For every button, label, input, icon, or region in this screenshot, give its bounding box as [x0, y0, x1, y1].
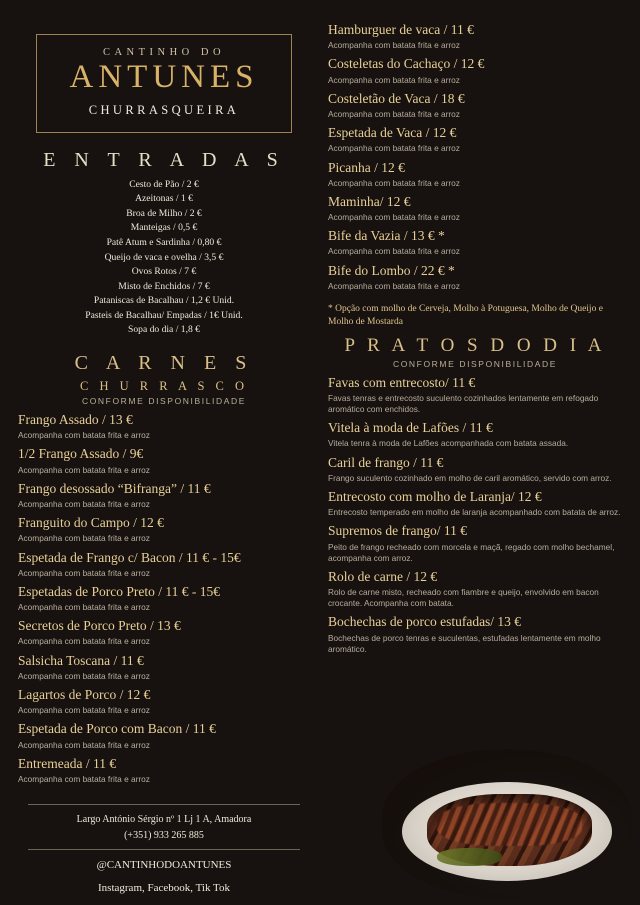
menu-item-desc: Rolo de carne misto, recheado com fiambre e queijo, envolvido em bacon crocante. Acompanha com batata. [328, 587, 599, 609]
menu-item [18, 515, 310, 544]
menu-item-name: Vitela à moda de Lafões / 11 € [328, 420, 493, 436]
menu-item-desc: Entrecosto temperado em molho de laranja acompanhado com batata de arroz. [328, 507, 621, 518]
list-item: Patê Atum e Sardinha / 0,80 € [106, 236, 222, 248]
menu-item-desc: Acompanha com batata frita e arroz [328, 280, 460, 291]
menu-item-name: 1/2 Frango Assado / 9€ [18, 446, 144, 462]
list-item: Cesto de Pão / 2 € [129, 178, 199, 190]
menu-item-desc: Acompanha com batata frita e arroz [328, 40, 460, 51]
footer-phone: (+351) 933 265 885 [124, 829, 204, 841]
menu-item-desc: Acompanha com batata frita e arroz [328, 177, 460, 188]
menu-item [18, 653, 310, 682]
menu-item-name: Bife do Lombo / 22 € * [328, 262, 455, 278]
entradas-heading: E N T R A D A S [43, 148, 285, 171]
menu-item-name: Favas com entrecosto/ 11 € [328, 374, 476, 390]
entradas-list [18, 178, 310, 338]
list-item: Misto de Enchidos / 7 € [118, 280, 210, 292]
menu-item-desc: Acompanha com batata frita e arroz [18, 430, 150, 441]
menu-item-name: Espetada de Vaca / 12 € [328, 125, 457, 141]
menu-item [328, 523, 622, 564]
menu-item-name: Lagartos de Porco / 12 € [18, 687, 151, 702]
menu-item [328, 56, 622, 85]
menu-item-desc: Acompanha com batata frita e arroz [328, 143, 460, 154]
churrasco-subheading: C H U R R A S C O [79, 379, 249, 393]
menu-item-desc: Acompanha com batata frita e arroz [18, 533, 150, 544]
menu-item [328, 22, 622, 51]
list-item: Sopa do dia / 1,8 € [128, 324, 200, 336]
menu-item-desc: Acompanha com batata frita e arroz [18, 670, 150, 681]
list-item: Ovos Rotos / 7 € [131, 266, 197, 278]
menu-item [328, 228, 622, 257]
menu-item [18, 618, 310, 647]
list-item: Pataniscas de Bacalhau / 1,2 € Unid. [93, 295, 235, 307]
list-item: Manteigas / 0,5 € [130, 222, 198, 234]
menu-item-name: Entrecosto com molho de Laranja/ 12 € [328, 488, 542, 504]
menu-item-desc: Acompanha com batata frita e arroz [18, 773, 150, 784]
menu-item-name: Maminha/ 12 € [328, 193, 411, 209]
pratos-do-dia-heading: P R A T O S D O D I A [344, 334, 606, 356]
pratos-do-dia-list [328, 375, 622, 660]
menu-item-name: Secretos de Porco Preto / 13 € [18, 618, 181, 634]
menu-item-name: Espetada de Frango c/ Bacon / 11 € - 15€ [18, 549, 241, 565]
menu-item-name: Espetadas de Porco Preto / 11 € - 15€ [18, 583, 220, 599]
carnes-availability-note: CONFORME DISPONIBILIDADE [81, 396, 247, 406]
menu-item-name: Supremos de frango/ 11 € [328, 523, 467, 539]
footer [18, 790, 310, 896]
logo-name: ANTUNES [69, 59, 259, 95]
menu-item [18, 721, 310, 750]
menu-item-desc: Acompanha com batata frita e arroz [18, 498, 150, 509]
list-item: Pasteis de Bacalhau/ Empadas / 1€ Unid. [85, 309, 243, 321]
menu-item [328, 160, 622, 189]
carnes-heading: C A R N E S [74, 352, 254, 374]
list-item: Broa de Milho / 2 € [126, 207, 202, 219]
menu-item-desc: Peito de frango recheado com morcela e maçã, regado com molho bechamel, acompanha com arroz. [328, 541, 615, 563]
menu-item-name: Frango desossado “Bifranga” / 11 € [18, 480, 211, 496]
menu-item [328, 375, 622, 416]
menu-item-desc: Acompanha com batata frita e arroz [328, 212, 460, 223]
menu-item-desc: Acompanha com batata frita e arroz [328, 74, 460, 85]
menu-item-name: Costeletas do Cachaço / 12 € [328, 56, 485, 72]
menu-item-desc: Acompanha com batata frita e arroz [328, 108, 460, 119]
footer-instagram-handle[interactable]: @CANTINHODOANTUNES [96, 859, 232, 872]
menu-item [328, 263, 622, 292]
menu-item [328, 420, 622, 449]
menu-item [328, 489, 622, 518]
garnish-shape [437, 848, 502, 866]
menu-item-desc: Vitela tenra à moda de Lafões acompanhada com batata assada. [328, 438, 569, 449]
menu-item-desc: Bochechas de porco tenras e suculentas, estufadas lentamente em molho aromático. [328, 632, 601, 654]
menu-item [18, 446, 310, 475]
menu-item [18, 481, 310, 510]
menu-item-name: Bife da Vazia / 13 € * [328, 228, 445, 244]
menu-item [328, 455, 622, 484]
menu-item-name: Bochechas de porco estufadas/ 13 € [328, 614, 522, 630]
list-item: Azeitonas / 1 € [135, 193, 193, 205]
footer-socials[interactable]: Instagram, Facebook, Tik Tok [98, 881, 230, 894]
menu-item-desc: Acompanha com batata frita e arroz [328, 246, 460, 257]
logo-top-text: CANTINHO DO [102, 47, 226, 58]
menu-item [328, 614, 622, 655]
footer-address: Largo António Sérgio nº 1 Lj 1 A, Amadora [76, 814, 252, 826]
menu-item-name: Entremeada / 11 € [18, 755, 117, 771]
menu-item [328, 194, 622, 223]
menu-item-desc: Acompanha com batata frita e arroz [18, 567, 150, 578]
sauces-footnote: * Opção com molho de Cerveja, Molho à Potuguesa, Molho de Queijo e Molho de Mostarda [328, 304, 603, 327]
menu-item-name: Espetada de Porco com Bacon / 11 € [18, 721, 216, 737]
menu-item-name: Costeletão de Vaca / 18 € [328, 90, 465, 106]
menu-item-name: Caril de frango / 11 € [328, 454, 444, 470]
logo-subtitle: CHURRASQUEIRA [88, 102, 240, 117]
menu-item [18, 584, 310, 613]
menu-item-desc: Acompanha com batata frita e arroz [18, 464, 150, 475]
left-column [18, 22, 318, 895]
menu-item [18, 756, 310, 785]
carnes-list [18, 412, 310, 790]
menu-item [328, 91, 622, 120]
grilled-meat-photo [382, 749, 632, 899]
menu-item [18, 550, 310, 579]
menu-item [18, 412, 310, 441]
menu-item-name: Picanha / 12 € [328, 159, 405, 175]
logo-block [36, 34, 292, 133]
menu-item [328, 125, 622, 154]
menu-item-name: Salsicha Toscana / 11 € [18, 652, 144, 668]
menu-item-desc: Favas tenras e entrecosto suculento cozinhados lentamente em refogado aromático com enchidos. [328, 392, 599, 414]
pratos-availability-note: CONFORME DISPONIBILIDADE [392, 358, 558, 369]
menu-item-desc: Acompanha com batata frita e arroz [18, 705, 150, 716]
menu-item-desc: Acompanha com batata frita e arroz [18, 739, 150, 750]
carnes-right-list [328, 22, 622, 297]
list-item: Queijo de vaca e ovelha / 3,5 € [104, 251, 224, 263]
menu-item [18, 687, 310, 716]
menu-item-desc: Frango suculento cozinhado em molho de caril aromático, servido com arroz. [328, 472, 612, 483]
menu-item-name: Franguito do Campo / 12 € [18, 515, 164, 531]
menu-item-name: Hamburguer de vaca / 11 € [328, 22, 474, 37]
menu-item-desc: Acompanha com batata frita e arroz [18, 636, 150, 647]
menu-item-name: Rolo de carne / 12 € [328, 568, 438, 584]
footer-divider-bottom [28, 849, 300, 850]
footer-divider-top [28, 804, 300, 805]
menu-item [328, 569, 622, 610]
menu-item-name: Frango Assado / 13 € [18, 412, 133, 427]
menu-item-desc: Acompanha com batata frita e arroz [18, 602, 150, 613]
